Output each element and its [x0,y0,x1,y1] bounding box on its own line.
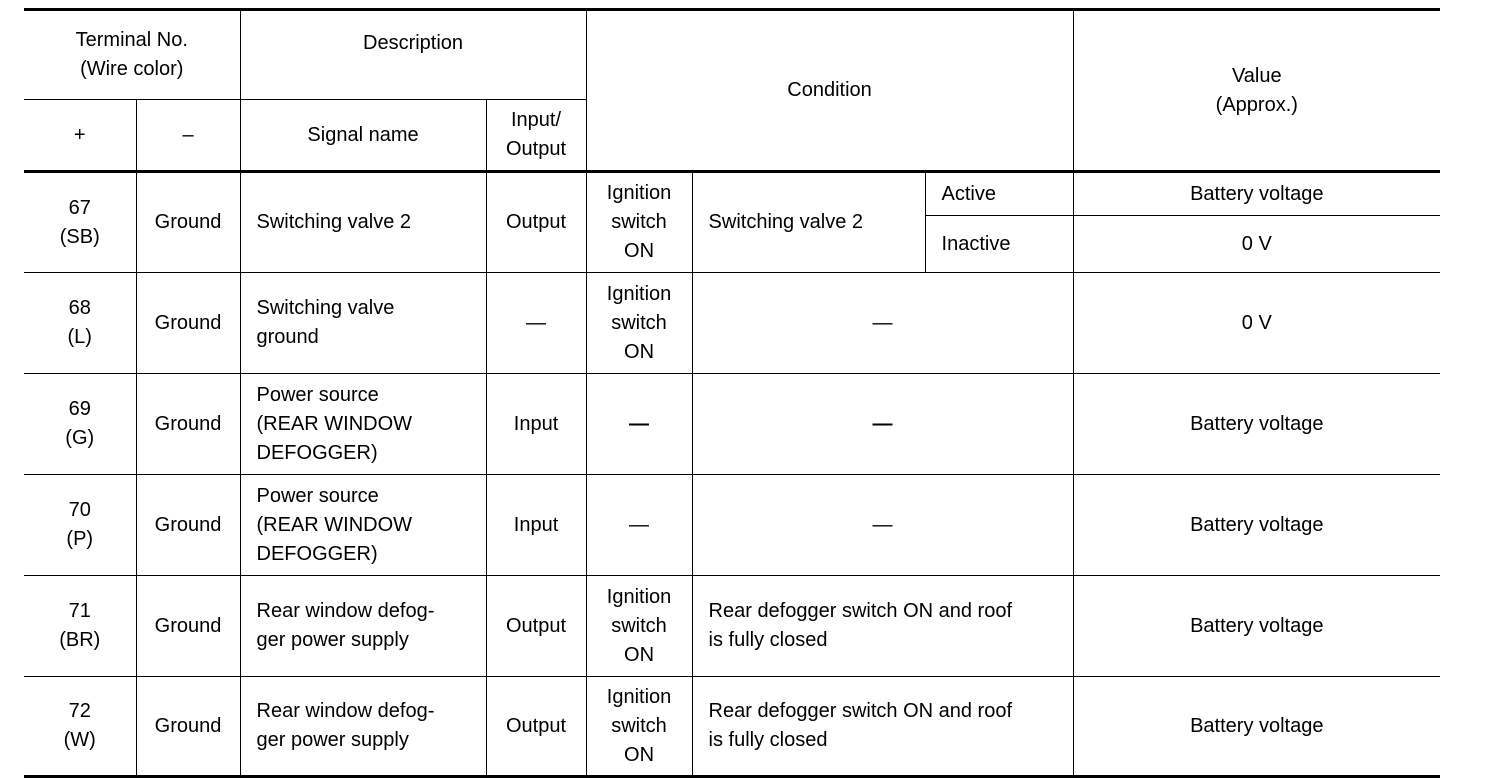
header-terminal-no [24,10,240,100]
value-text: Battery voltage [1190,614,1324,637]
state-cell [925,172,1073,216]
io-text: Output [506,614,567,637]
terminal-cell [24,273,136,374]
ground-cell [136,273,240,374]
condition-cell [692,475,1073,576]
header-minus-text: – [182,123,194,146]
condition-text: Rear defogger switch ON and roof is fully closed [708,700,1013,751]
header-condition [586,10,1073,172]
ignition-text: — [629,513,650,536]
table-row [24,273,1440,374]
header-description [240,10,586,100]
ground-text: Ground [154,614,222,637]
header-value-text: Value (Approx.) [1215,64,1298,116]
signal-cell [240,677,486,777]
ground-text: Ground [154,211,222,233]
ground-cell [136,172,240,273]
ignition-cell [586,475,692,576]
condition-cell [692,374,1073,475]
io-cell [486,374,586,475]
header-value [1073,10,1440,172]
value-cell [1073,216,1440,273]
terminal-cell [24,475,136,576]
ground-cell [136,576,240,677]
terminal-text: 67 (SB) [59,196,100,248]
header-plus [24,100,136,172]
value-cell [1073,576,1440,677]
ground-text: Ground [154,513,222,536]
ground-text: Ground [154,714,222,737]
terminal-text: 71 (BR) [59,600,101,651]
header-minus [136,100,240,172]
header-signal-name [240,100,486,172]
table-row [24,576,1440,677]
ignition-cell [586,273,692,374]
terminal-text: 70 (P) [66,499,94,550]
ground-cell [136,374,240,475]
signal-text: Rear window defog- ger power supply [256,600,435,651]
signal-text: Power source (REAR WINDOW DEFOGGER) [256,484,413,565]
signal-text: Switching valve 2 [256,211,412,233]
value-text: Battery voltage [1190,714,1324,737]
io-text: Output [506,211,567,233]
state-text: Inactive [941,232,1011,255]
io-cell [486,677,586,777]
value-cell [1073,172,1440,216]
ignition-cell [586,576,692,677]
signal-cell [240,475,486,576]
ignition-cell [586,374,692,475]
condition-text: Rear defogger switch ON and roof is fully closed [708,600,1013,651]
value-text: Battery voltage [1190,412,1324,435]
terminal-cell [24,172,136,273]
signal-text: Power source (REAR WINDOW DEFOGGER) [256,383,413,464]
ignition-text: Ignition switch ON [606,182,672,262]
io-text: Input [513,412,559,435]
ignition-cell [586,172,692,273]
value-text: 0 V [1241,232,1272,255]
terminal-cell [24,374,136,475]
condition-text: — [872,311,893,334]
terminal-text: 72 (W) [63,700,96,751]
header-condition-text: Condition [787,79,872,101]
state-cell [925,216,1073,273]
ignition-text: Ignition switch ON [606,585,672,666]
value-cell [1073,273,1440,374]
header-input-output [486,100,586,172]
header-input-output-text: Input/ Output [506,109,567,160]
signal-cell [240,374,486,475]
ignition-text: — [629,412,650,435]
header-plus-text: + [73,123,86,146]
header-terminal-no-text: Terminal No. (Wire color) [75,29,188,80]
condition-cell [692,172,925,273]
value-text: 0 V [1241,311,1272,334]
ground-text: Ground [154,412,222,435]
ground-cell [136,475,240,576]
table-row [24,677,1440,777]
signal-cell [240,576,486,677]
ignition-cell [586,677,692,777]
value-cell [1073,475,1440,576]
signal-text: Switching valve ground [256,297,395,348]
terminal-table [24,8,1440,778]
ignition-text: Ignition switch ON [606,685,672,766]
condition-cell [692,677,1073,777]
terminal-cell [24,576,136,677]
condition-cell [692,576,1073,677]
ground-cell [136,677,240,777]
signal-cell [240,172,486,273]
value-text: Battery voltage [1190,513,1324,536]
terminal-text: 69 (G) [65,398,95,449]
terminal-text: 68 (L) [67,297,92,348]
io-cell [486,273,586,374]
io-cell [486,576,586,677]
ground-text: Ground [154,311,222,334]
ignition-text: Ignition switch ON [606,282,672,363]
table-row [24,172,1440,216]
io-text: Input [513,513,559,536]
io-text: — [526,311,547,334]
io-cell [486,172,586,273]
table-row [24,475,1440,576]
io-cell [486,475,586,576]
state-text: Active [941,182,996,205]
table-row [24,374,1440,475]
condition-text: — [872,513,893,536]
terminal-cell [24,677,136,777]
condition-cell [692,273,1073,374]
condition-text: Switching valve 2 [708,211,864,233]
signal-text: Rear window defog- ger power supply [256,700,435,751]
value-cell [1073,677,1440,777]
header-description-text: Description [363,32,464,54]
value-cell [1073,374,1440,475]
signal-cell [240,273,486,374]
value-text: Battery voltage [1190,182,1324,205]
io-text: Output [506,714,567,737]
header-signal-name-text: Signal name [307,123,419,146]
condition-text: — [872,412,893,435]
